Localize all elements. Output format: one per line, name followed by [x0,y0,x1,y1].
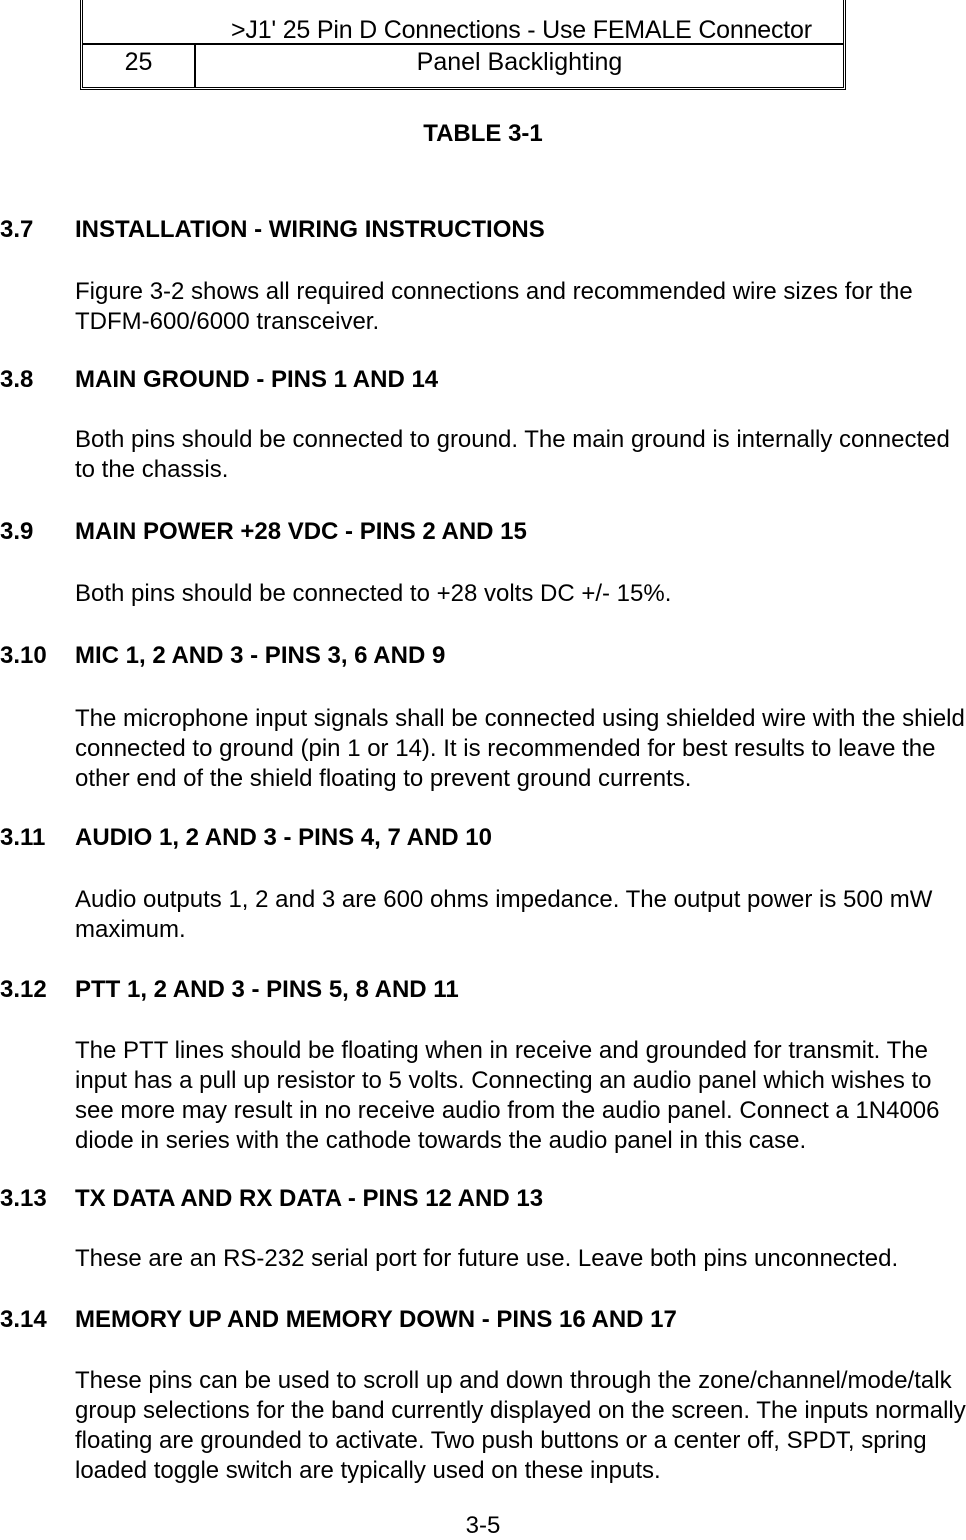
table-caption: TABLE 3-1 [423,120,543,147]
paragraph-line: diode in series with the cathode towards the audio panel in this case. [75,1127,807,1154]
paragraph-line: The microphone input signals shall be connected using shielded wire with the shield [75,705,965,732]
section-number: 3.8 [0,366,34,393]
section-paragraph [75,1036,966,1156]
paragraph-line: floating are grounded to activate. Two push buttons or a center off, SPDT, spring [75,1427,927,1454]
paragraph-line: loaded toggle switch are typically used on these inputs. [75,1457,661,1484]
section-heading: MIC 1, 2 AND 3 - PINS 3, 6 AND 9 [75,642,446,669]
section-heading: MAIN GROUND - PINS 1 AND 14 [75,366,439,393]
page-number: 3-5 [465,1512,501,1539]
section-paragraph [75,425,966,485]
section-number: 3.10 [0,642,47,669]
paragraph-line: other end of the shield floating to prevent ground currents. [75,765,692,792]
section-heading: MEMORY UP AND MEMORY DOWN - PINS 16 AND 17 [75,1306,677,1333]
section-paragraph [75,885,966,945]
table-cell-pin: 25 [83,45,196,87]
section-heading: AUDIO 1, 2 AND 3 - PINS 4, 7 AND 10 [75,824,492,851]
paragraph-line: These are an RS-232 serial port for future use. Leave both pins unconnected. [75,1245,899,1272]
paragraph-line: group selections for the band currently displayed on the screen. The inputs normally [75,1397,966,1424]
section-paragraph [75,1244,966,1274]
paragraph-line: The PTT lines should be floating when in receive and grounded for transmit. The [75,1037,928,1064]
paragraph-line: These pins can be used to scroll up and down through the zone/channel/mode/talk [75,1367,952,1394]
paragraph-line: see more may result in no receive audio from the audio panel. Connect a 1N4006 [75,1097,940,1124]
paragraph-line: Figure 3-2 shows all required connections and recommended wire sizes for the [75,278,913,305]
section-number: 3.11 [0,824,46,851]
section-heading: PTT 1, 2 AND 3 - PINS 5, 8 AND 11 [75,976,459,1003]
table-cell-function: Panel Backlighting [416,48,623,76]
section-number: 3.13 [0,1185,47,1212]
section-number: 3.7 [0,216,34,243]
paragraph-line: TDFM-600/6000 transceiver. [75,308,380,335]
section-paragraph [75,1366,966,1486]
section-number: 3.9 [0,518,34,545]
paragraph-line: Audio outputs 1, 2 and 3 are 600 ohms impedance. The output power is 500 mW [75,886,933,913]
section-paragraph [75,277,966,337]
section-paragraph [75,704,966,794]
pin-connections-table [80,0,846,90]
paragraph-line: connected to ground (pin 1 or 14). It is recommended for best results to leave the [75,735,936,762]
table-header-text: >J1' 25 Pin D Connections - Use FEMALE Connector [231,16,812,44]
paragraph-line: maximum. [75,916,186,943]
section-heading: MAIN POWER +28 VDC - PINS 2 AND 15 [75,518,527,545]
paragraph-line: Both pins should be connected to ground. The main ground is internally connected [75,426,950,453]
paragraph-line: input has a pull up resistor to 5 volts. Connecting an audio panel which wishes to [75,1067,932,1094]
paragraph-line: to the chassis. [75,456,229,483]
section-number: 3.14 [0,1306,47,1333]
section-number: 3.12 [0,976,47,1003]
paragraph-line: Both pins should be connected to +28 volts DC +/- 15%. [75,580,672,607]
table-row [83,45,843,87]
section-heading: TX DATA AND RX DATA - PINS 12 AND 13 [75,1185,544,1212]
section-heading: INSTALLATION - WIRING INSTRUCTIONS [75,216,545,243]
section-paragraph [75,579,966,609]
table-header-row [83,0,843,45]
